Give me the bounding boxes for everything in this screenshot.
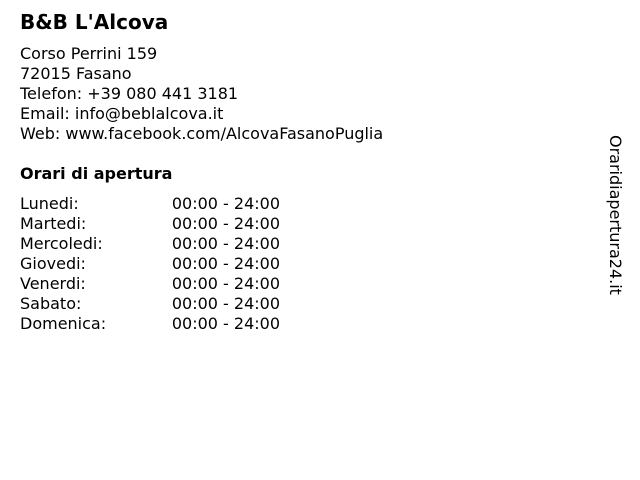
hours-row-monday bbox=[20, 194, 280, 214]
day-label: Domenica: bbox=[20, 314, 107, 333]
day-label: Lunedi: bbox=[20, 194, 79, 213]
contact-block bbox=[20, 44, 383, 144]
time-range: 00:00 - 24:00 bbox=[171, 254, 280, 273]
email-line: Email: info@beblalcova.it bbox=[20, 104, 224, 123]
day-label: Giovedi: bbox=[20, 254, 86, 273]
day-label: Mercoledi: bbox=[20, 234, 103, 253]
opening-hours-title: Orari di apertura bbox=[20, 164, 173, 183]
address-city: 72015 Fasano bbox=[20, 64, 132, 83]
hours-row-friday bbox=[20, 274, 280, 294]
time-range: 00:00 - 24:00 bbox=[171, 274, 280, 293]
opening-hours-table bbox=[20, 194, 280, 334]
time-range: 00:00 - 24:00 bbox=[171, 314, 280, 333]
day-label: Sabato: bbox=[20, 294, 82, 313]
day-label: Martedi: bbox=[20, 214, 87, 233]
address-street: Corso Perrini 159 bbox=[20, 44, 158, 63]
time-range: 00:00 - 24:00 bbox=[171, 194, 280, 213]
hours-row-thursday bbox=[20, 254, 280, 274]
time-range: 00:00 - 24:00 bbox=[171, 294, 280, 313]
hours-row-saturday bbox=[20, 294, 280, 314]
time-range: 00:00 - 24:00 bbox=[171, 234, 280, 253]
day-label: Venerdi: bbox=[20, 274, 86, 293]
time-range: 00:00 - 24:00 bbox=[171, 214, 280, 233]
hours-row-wednesday bbox=[20, 234, 280, 254]
hours-row-sunday bbox=[20, 314, 280, 334]
hours-row-tuesday bbox=[20, 214, 280, 234]
web-line: Web: www.facebook.com/AlcovaFasanoPuglia bbox=[20, 124, 384, 143]
site-watermark: Oraridiapertura24.it bbox=[606, 135, 625, 295]
phone-line: Telefon: +39 080 441 3181 bbox=[20, 84, 239, 103]
business-name: B&B L'Alcova bbox=[20, 10, 169, 34]
